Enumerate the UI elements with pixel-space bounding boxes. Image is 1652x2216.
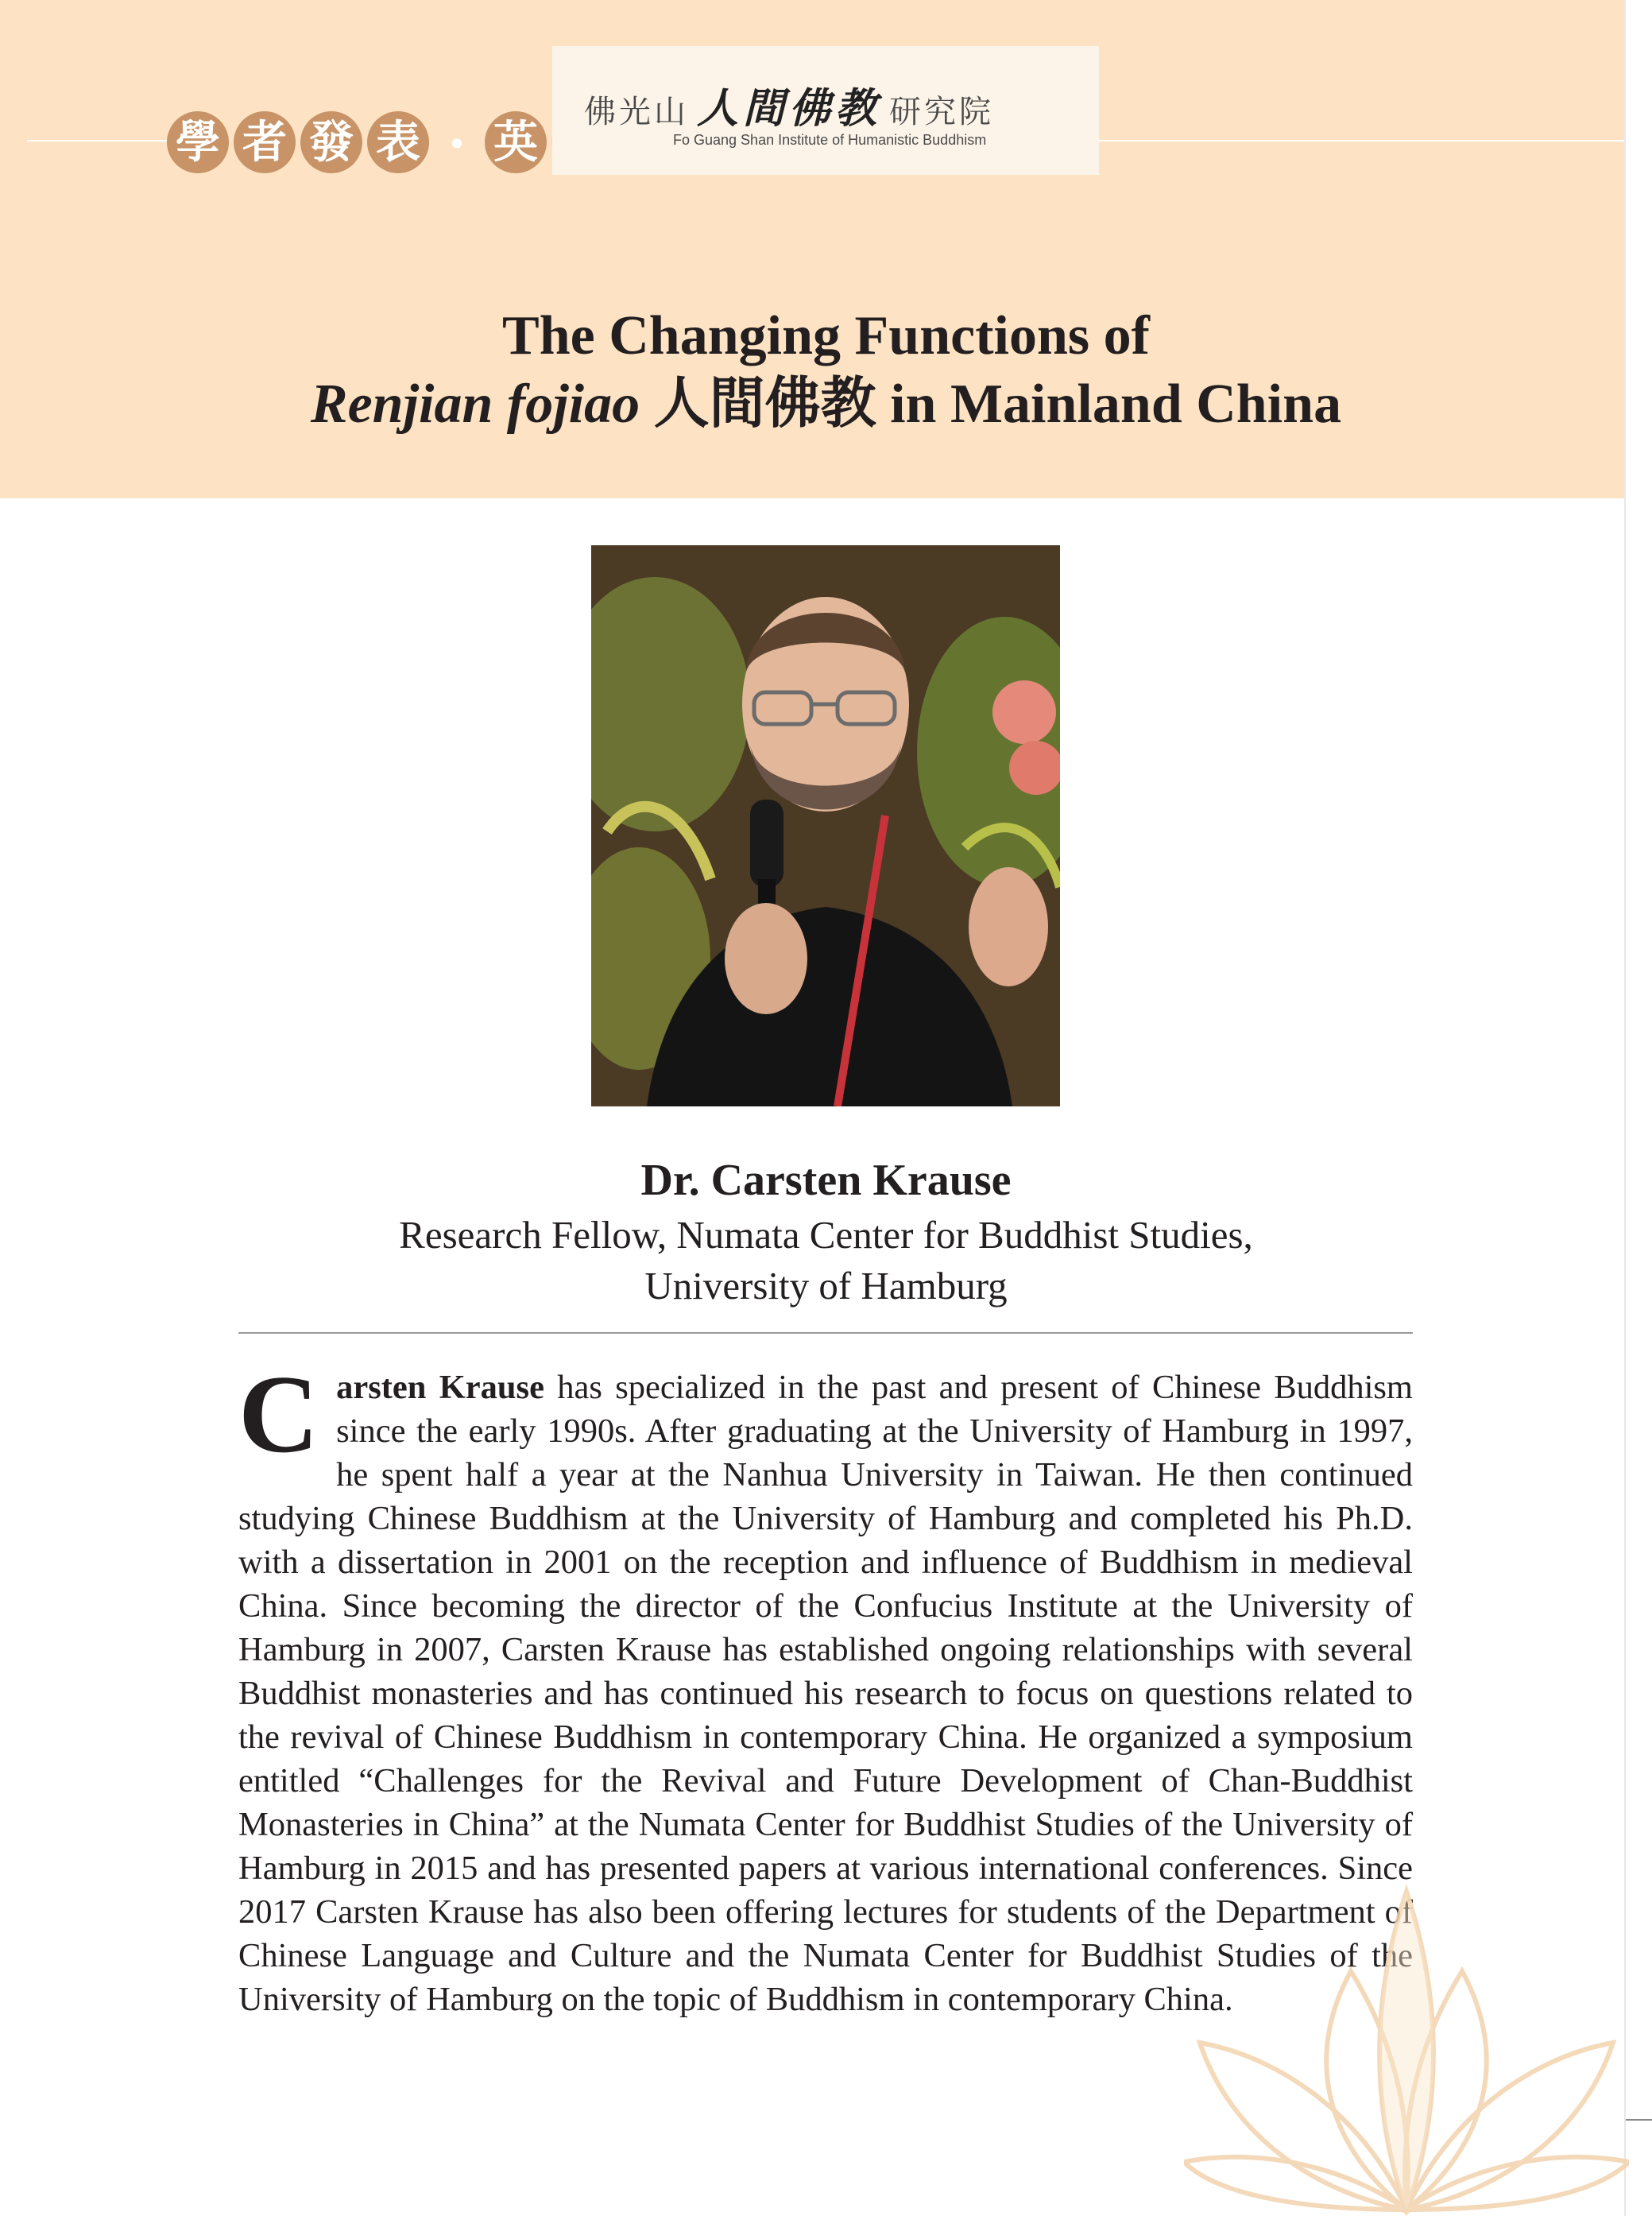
logo-main: 人間佛教 — [697, 84, 882, 133]
title-rest: in Mainland China — [890, 374, 1342, 435]
title-italic-term: Renjian fojiao — [310, 374, 640, 435]
page-corner-mark — [1626, 2119, 1652, 2121]
title-line-2 — [0, 370, 1652, 439]
bio-dropcap: C — [238, 1353, 319, 1476]
institute-logo-chinese — [584, 75, 994, 134]
author-affiliation — [0, 1210, 1652, 1311]
section-tag-separator: ・ — [435, 119, 479, 172]
logo-prefix: 佛光山 — [584, 94, 689, 130]
author-name: Dr. Carsten Krause — [640, 1156, 1012, 1205]
author-photo — [591, 545, 1060, 1106]
affiliation-line-1: Research Fellow, Numata Center for Buddhist Studies, — [399, 1213, 1253, 1257]
title-cjk-term: 人間佛教 — [640, 374, 891, 435]
section-tag-char: 發 — [300, 111, 362, 173]
affiliation-line-2: University of Hamburg — [644, 1264, 1008, 1308]
lotus-decoration — [1184, 1876, 1629, 2216]
header-rule-right — [1097, 140, 1624, 141]
section-divider — [238, 1332, 1413, 1334]
institute-logo-english: Fo Guang Shan Institute of Humanistic Buddhism — [673, 132, 987, 148]
section-tag-char: 者 — [234, 111, 296, 173]
title-line-1: The Changing Functions of — [502, 305, 1150, 366]
institute-logo — [552, 46, 1099, 175]
section-tag-char: 學 — [167, 111, 229, 173]
logo-suffix: 研究院 — [889, 94, 995, 130]
bio-text: has specialized in the past and present of Chinese Buddhism since the early 1990s. After graduating at the University of Hamburg in 1997, he spent half a year at the Nanhua University in Taiwan. He then continued studying Chinese Buddhism at the University of Hamburg and completed his Ph.D. with a dissertation in 2001 on the reception and influence of Buddhism in medieval China. Since becoming the director of the Confucius Institute at the University of Hamburg in 2007, Carsten Krause has established ongoing relationships with several Buddhist monasteries and has continued his research to focus on questions related to the revival of Chinese Buddhism in contemporary China. He organized a symposium entitled “Challenges for the Revival and Future Development of Chan-Buddhist Monasteries in China” at the Numata Center for Buddhist Studies of the University of Hamburg in 2015 and has presented papers at various international conferences. Since 2017 Carsten Krause has also been offering lectures for students of the Department of Chinese Language and Culture and the Numata Center for Buddhist Studies of the University of Hamburg on the topic of Buddhism in contemporary China. — [238, 1369, 1413, 2018]
bio-lead-name: arsten Krause — [336, 1369, 544, 1406]
section-tag — [167, 111, 613, 173]
section-tag-char: 英 — [485, 111, 547, 173]
section-tag-char: 表 — [367, 111, 429, 173]
author-photo-illustration — [591, 545, 1060, 1106]
article-title — [0, 302, 1652, 439]
